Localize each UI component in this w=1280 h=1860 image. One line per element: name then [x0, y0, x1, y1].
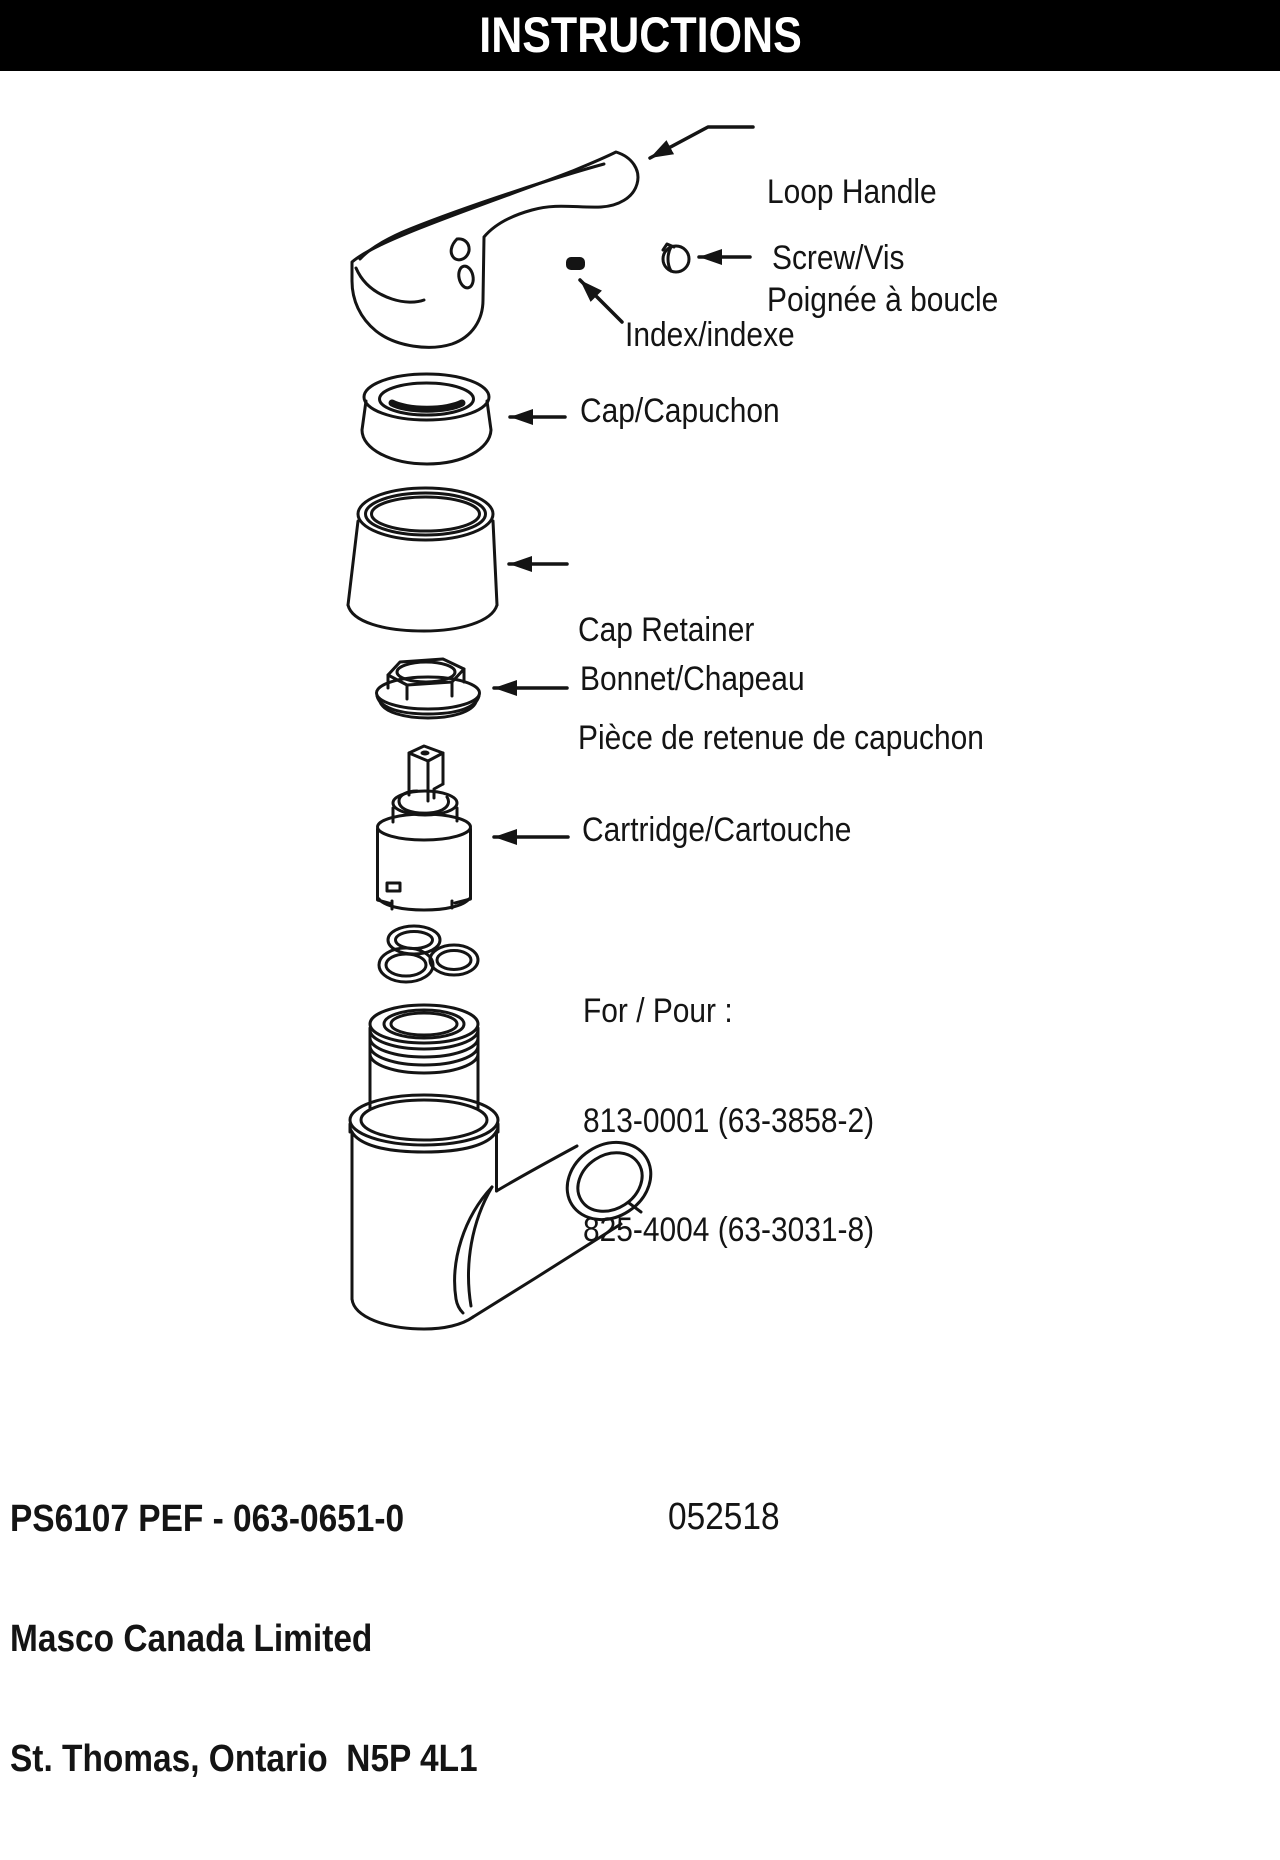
- footer-company: Masco Canada Limited: [10, 1618, 373, 1660]
- loop-handle-label-en: Loop Handle: [767, 173, 937, 211]
- cap-drawing: [362, 374, 491, 464]
- index-label: Index/indexe: [625, 316, 795, 354]
- loop-handle-label-fr: Poignée à boucle: [767, 281, 999, 319]
- footer-part-number: PS6107 PEF - 063-0651-0: [10, 1498, 405, 1540]
- cap-retainer-label-fr: Pièce de retenue de capuchon: [578, 719, 984, 757]
- loop-handle-arrow: [650, 127, 753, 158]
- cap-retainer-drawing: [348, 488, 497, 631]
- o-rings-drawing: [379, 926, 478, 982]
- compatibility-model-2: 825-4004 (63-3031-8): [583, 1211, 875, 1249]
- index-arrow: [580, 280, 622, 322]
- cap-retainer-label-en: Cap Retainer: [578, 611, 755, 649]
- compatibility-heading: For / Pour :: [583, 992, 733, 1030]
- screw-label: Screw/Vis: [772, 239, 905, 277]
- cap-label: Cap/Capuchon: [580, 392, 780, 430]
- index-dot-drawing: [566, 257, 585, 270]
- footer-block: [10, 1419, 478, 1859]
- page-title: INSTRUCTIONS: [478, 7, 802, 63]
- bonnet-drawing: [377, 659, 480, 718]
- footer-address: St. Thomas, Ontario N5P 4L1: [10, 1738, 478, 1780]
- screw-drawing: [663, 244, 689, 272]
- bonnet-label: Bonnet/Chapeau: [580, 660, 805, 698]
- compatibility-block: [583, 920, 874, 1322]
- compatibility-model-1: 813-0001 (63-3858-2): [583, 1101, 875, 1140]
- cartridge-drawing: [378, 746, 471, 910]
- loop-handle-drawing: [352, 152, 638, 347]
- cartridge-label: Cartridge/Cartouche: [582, 811, 852, 849]
- footer-date-code: 052518: [668, 1496, 780, 1538]
